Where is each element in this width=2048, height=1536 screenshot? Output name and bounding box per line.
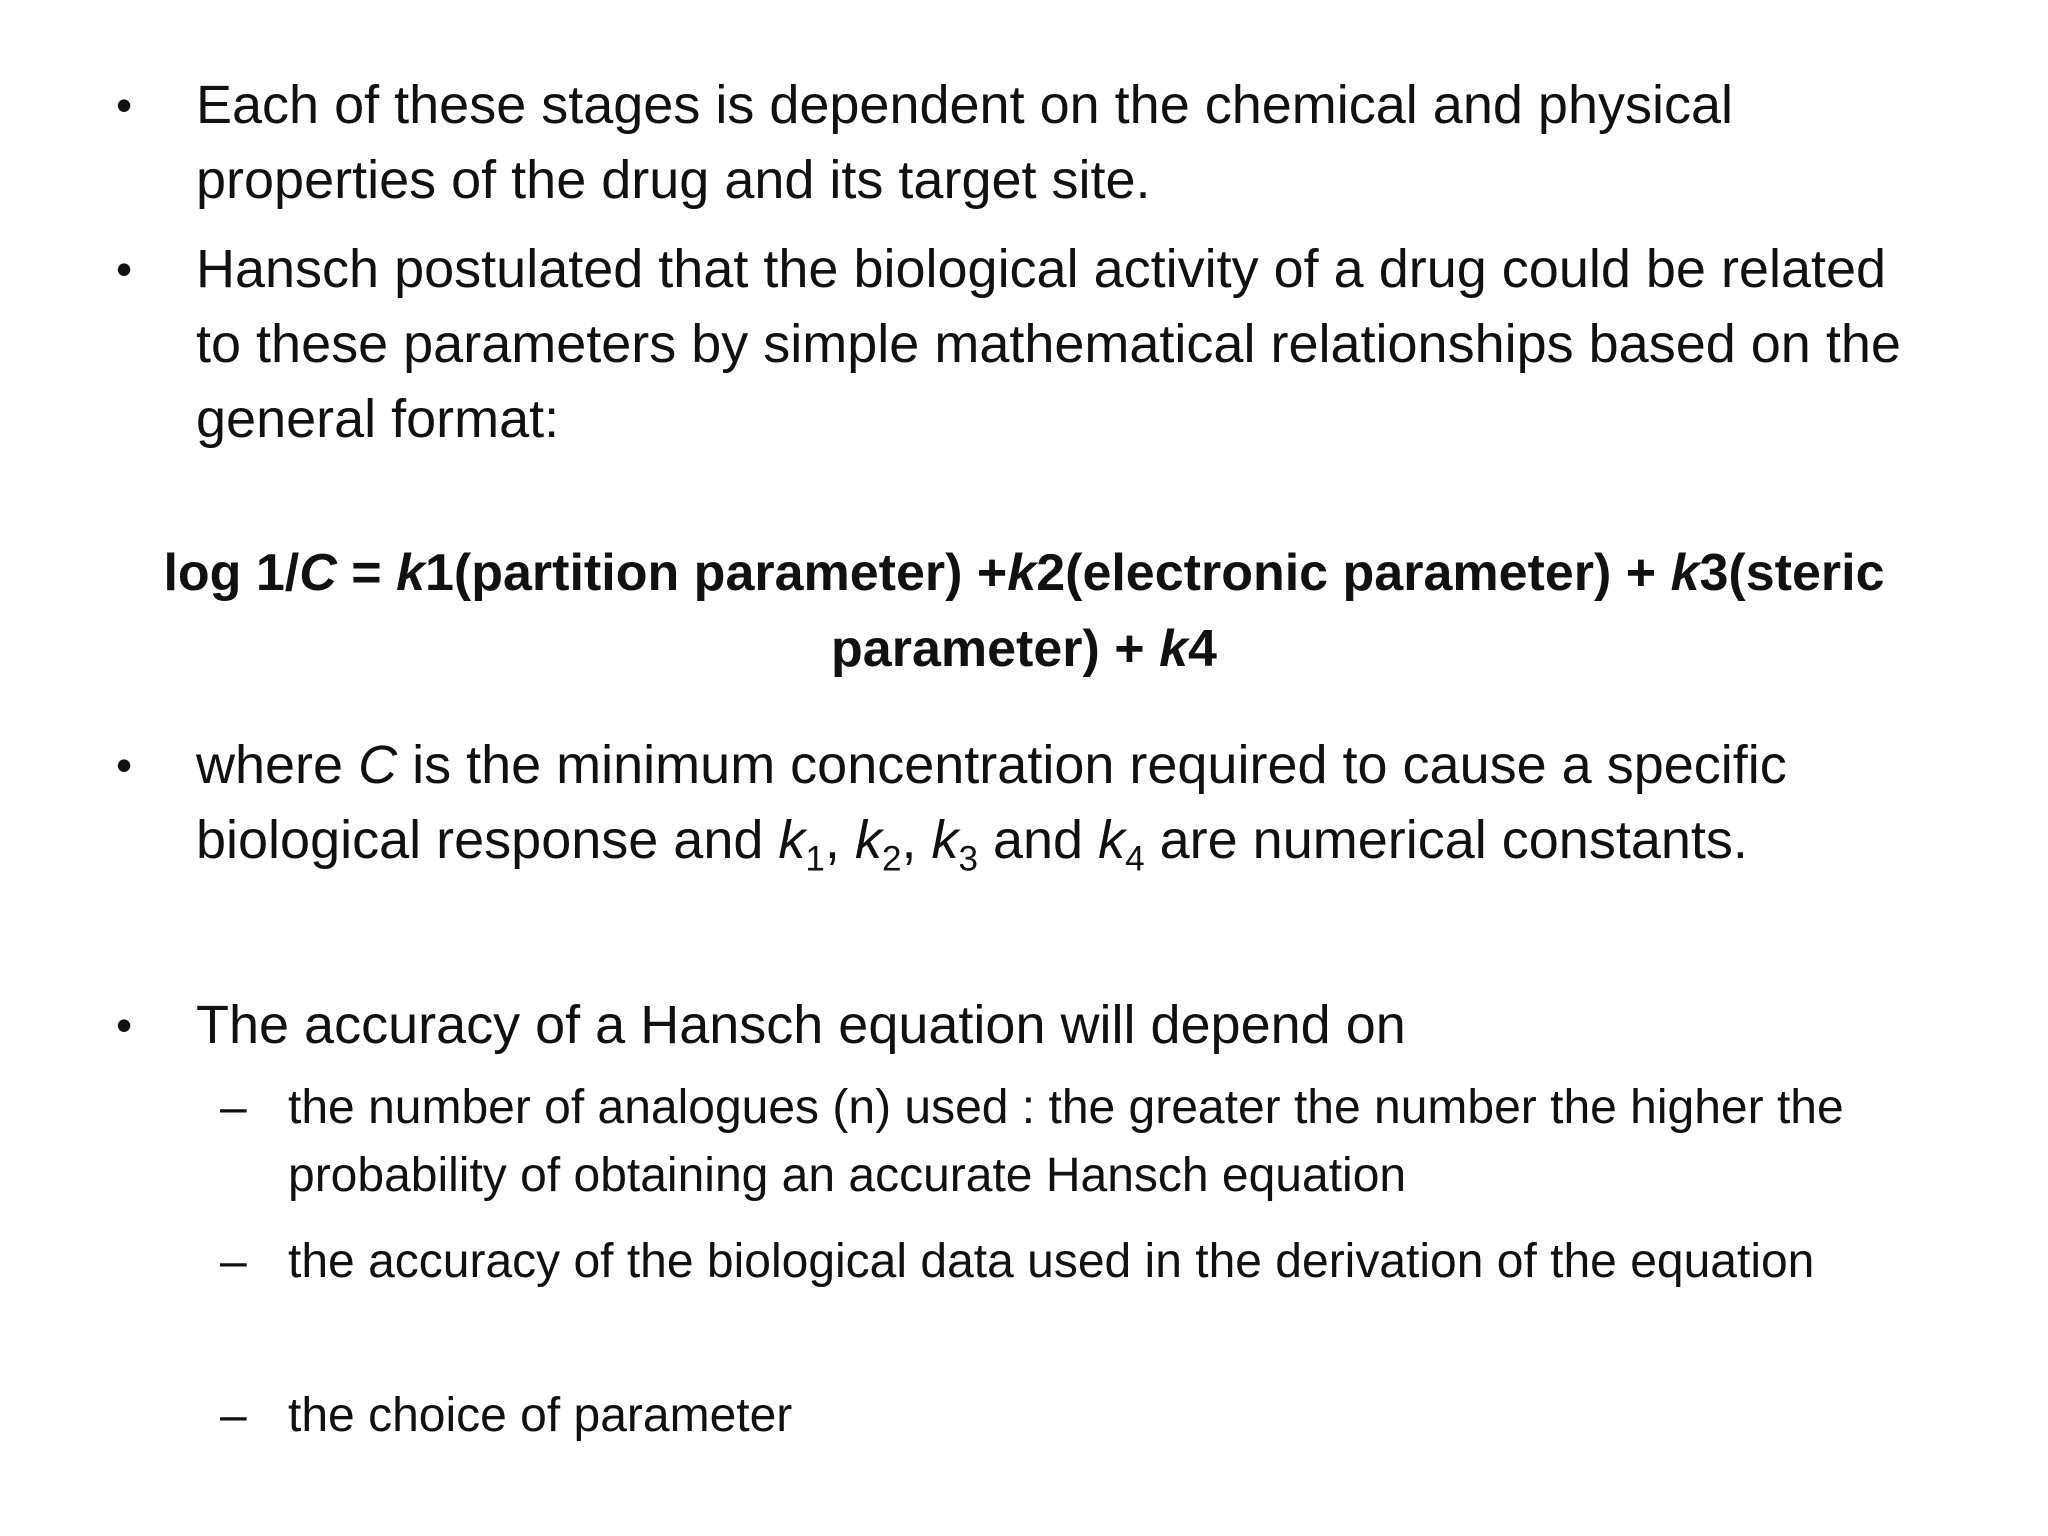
bullet-marker: • [116,739,133,791]
bullet-hansch-postulate [116,232,1946,457]
bullet-text: Hansch postulated that the biological activity of a drug could be related to these parameters by simple mathematical relationships based on the general format: [196,239,1901,449]
sub-bullet-text: the accuracy of the biological data used in the derivation of the equation [288,1235,1815,1288]
sub-bullet-parameter [220,1382,1960,1450]
sub-bullet-marker: – [220,1235,247,1288]
bullet-marker: • [116,999,133,1051]
sub-bullet-text: the number of analogues (n) used : the greater the number the higher the probability of obtaining an accurate Hansch equation [288,1081,1844,1202]
bullet-text: where C is the minimum concentration required to cause a specific biological response and $k_1$, $k_2$, $k_3$ and $k_4$ are numerical constants. [196,735,1787,879]
hansch-equation: log 1/C = k1(partition parameter) +k2(electronic parameter) + k3(steric parameter) + k4 [163,544,1885,678]
sub-bullet-marker: – [220,1389,247,1442]
bullet-marker: • [116,243,133,295]
bullet-text: The accuracy of a Hansch equation will depend on [196,995,1406,1055]
bullet-stages [116,68,1946,218]
bullet-text: Each of these stages is dependent on the chemical and physical properties of the drug and its target site. [196,75,1733,210]
bullet-definition [116,728,1946,878]
sub-bullet-biological-data [220,1228,1960,1296]
bullet-accuracy [116,988,1946,1063]
sub-bullet-marker: – [220,1081,247,1134]
bullet-marker: • [116,79,133,131]
sub-bullet-analogues [220,1074,1960,1210]
sub-bullet-text: the choice of parameter [288,1389,793,1442]
